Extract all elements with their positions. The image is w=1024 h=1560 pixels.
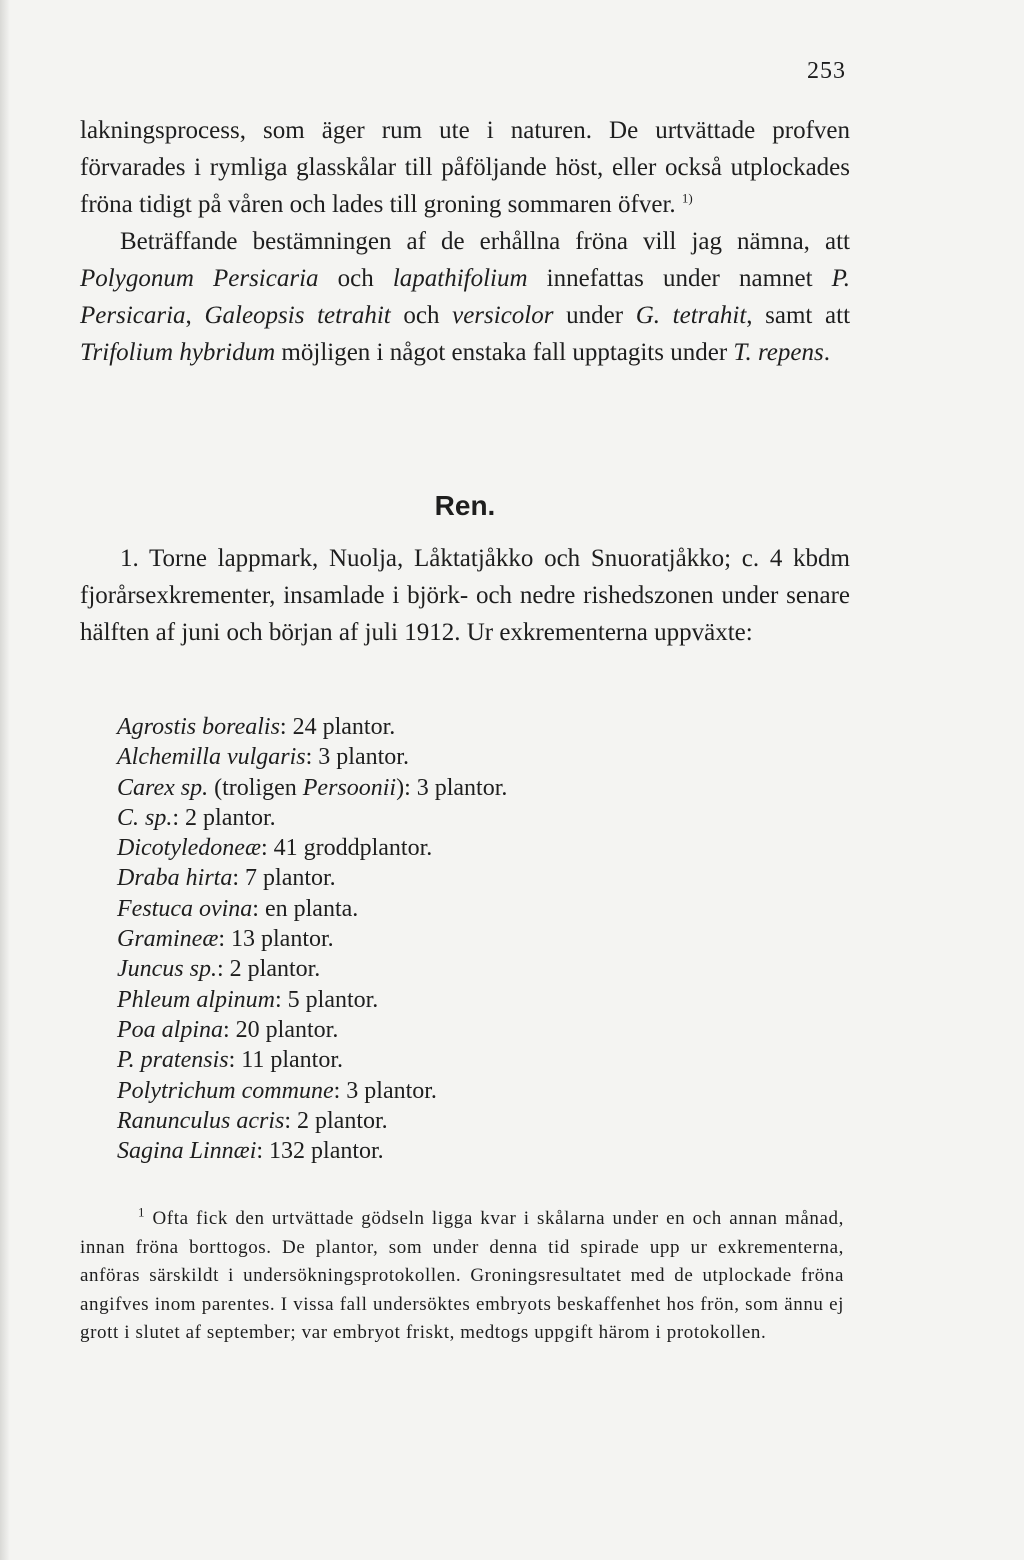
species-entry: Gramineæ: 13 plantor. xyxy=(117,926,334,953)
species-entry: Poa alpina: 20 plantor. xyxy=(117,1016,339,1043)
italic-term: Phleum alpinum xyxy=(117,986,275,1013)
species-entry: P. pratensis: 11 plantor. xyxy=(117,1047,344,1074)
species-entry: Juncus sp.: 2 plantor. xyxy=(117,956,321,983)
italic-term: Polytrichum commune xyxy=(117,1077,334,1104)
species-entry: Festuca ovina: en planta. xyxy=(117,895,359,922)
italic-term: Carex sp. xyxy=(117,774,209,801)
italic-term: P. pratensis xyxy=(117,1047,229,1074)
italic-term: Trifolium hybridum xyxy=(80,339,276,366)
species-entry: Sagina Linnæi: 132 plantor. xyxy=(117,1138,384,1165)
species-entry: Dicotyledoneæ: 41 groddplantor. xyxy=(117,835,433,862)
italic-term: Draba hirta xyxy=(117,865,233,892)
intro-paragraph-2: Beträffande bestämningen af de erhållna fröna vill jag nämna, att Polygonum Persicaria och lapathifolium innefattas under namnet P. Persicaria, Galeopsis tetrahit och versicolor under G. tetrahit, samt att Trifolium hybridum möjligen i något enstaka fall upptagits under T. repens. xyxy=(80,228,851,366)
italic-term: Alchemilla vulgaris xyxy=(117,744,306,771)
species-entry: Polytrichum commune: 3 plantor. xyxy=(117,1077,437,1104)
page-number: 253 xyxy=(807,58,846,84)
italic-term: Polygonum Persicaria xyxy=(80,265,319,292)
italic-term: Sagina Linnæi xyxy=(117,1138,257,1165)
section-heading: Ren. xyxy=(434,490,496,521)
italic-term: P. Persicaria xyxy=(80,265,850,329)
species-entry: Ranunculus acris: 2 plantor. xyxy=(117,1107,388,1134)
italic-term: versicolor xyxy=(452,302,554,329)
intro-text xyxy=(80,112,850,371)
species-entry: Draba hirta: 7 plantor. xyxy=(117,865,336,892)
italic-term: Juncus sp. xyxy=(117,956,217,983)
intro-paragraph-1: lakningsprocess, som äger rum ute i naturen. De urtvättade profven förvarades i rymliga glasskålar till påföljande höst, eller också utplockades fröna tidigt på våren och lades till groning sommaren öfver. $^{1)}$ xyxy=(80,117,850,218)
italic-term: T. repens xyxy=(733,339,824,366)
italic-term: Ranunculus acris xyxy=(117,1107,285,1134)
species-entry: C. sp.: 2 plantor. xyxy=(117,804,276,831)
italic-term: Dicotyledoneæ xyxy=(117,835,261,862)
species-entry: Alchemilla vulgaris: 3 plantor. xyxy=(117,744,409,771)
section-text xyxy=(80,540,850,651)
section-paragraph-1: 1. Torne lappmark, Nuolja, Låktatjåkko och Snuoratjåkko; c. 4 kbdm fjorårsexkrementer, insamlade i björk- och nedre rishedszonen under senare hälften af juni och början af juli 1912. Ur exkrementerna uppväxte: xyxy=(80,545,850,646)
italic-term: Gramineæ xyxy=(117,926,219,953)
italic-term: Poa alpina xyxy=(117,1016,223,1043)
italic-term: lapathifolium xyxy=(392,265,528,292)
species-entry: Agrostis borealis: 24 plantor. xyxy=(117,714,396,740)
page-edge xyxy=(0,0,10,1560)
footnote-ref: 1) xyxy=(681,190,693,206)
italic-term: Galeopsis tetrahit xyxy=(204,302,391,329)
species-entry: Phleum alpinum: 5 plantor. xyxy=(117,986,379,1013)
italic-term: G. tetrahit xyxy=(635,302,747,329)
italic-term: Persoonii xyxy=(302,774,397,801)
footnote-marker: 1 xyxy=(138,1204,146,1220)
footnote-text: Ofta fick den urtvättade gödseln ligga kvar i skålarna under en och annan månad, innan fröna borttogos. De plantor, som under denna tid spirade upp ur exkrementerna, anföras särskildt i undersökningsprotokollen. Groningsresultatet med de utplockade fröna angifves inom parentes. I vissa fall undersöktes embryots beskaffenhet hos frön, som ännu ej grott i slutet af september; var embryot friskt, medtogs uppgift härom i protokollen. xyxy=(80,1208,844,1343)
species-entry: Carex sp. (troligen Persoonii): 3 plantor. xyxy=(117,774,508,801)
footnotes xyxy=(80,1205,844,1348)
species-list xyxy=(117,712,507,1166)
footnote-1 xyxy=(80,1205,844,1348)
italic-term: Festuca ovina xyxy=(117,895,253,922)
italic-term: Agrostis borealis xyxy=(117,714,280,740)
italic-term: C. sp. xyxy=(117,804,173,831)
